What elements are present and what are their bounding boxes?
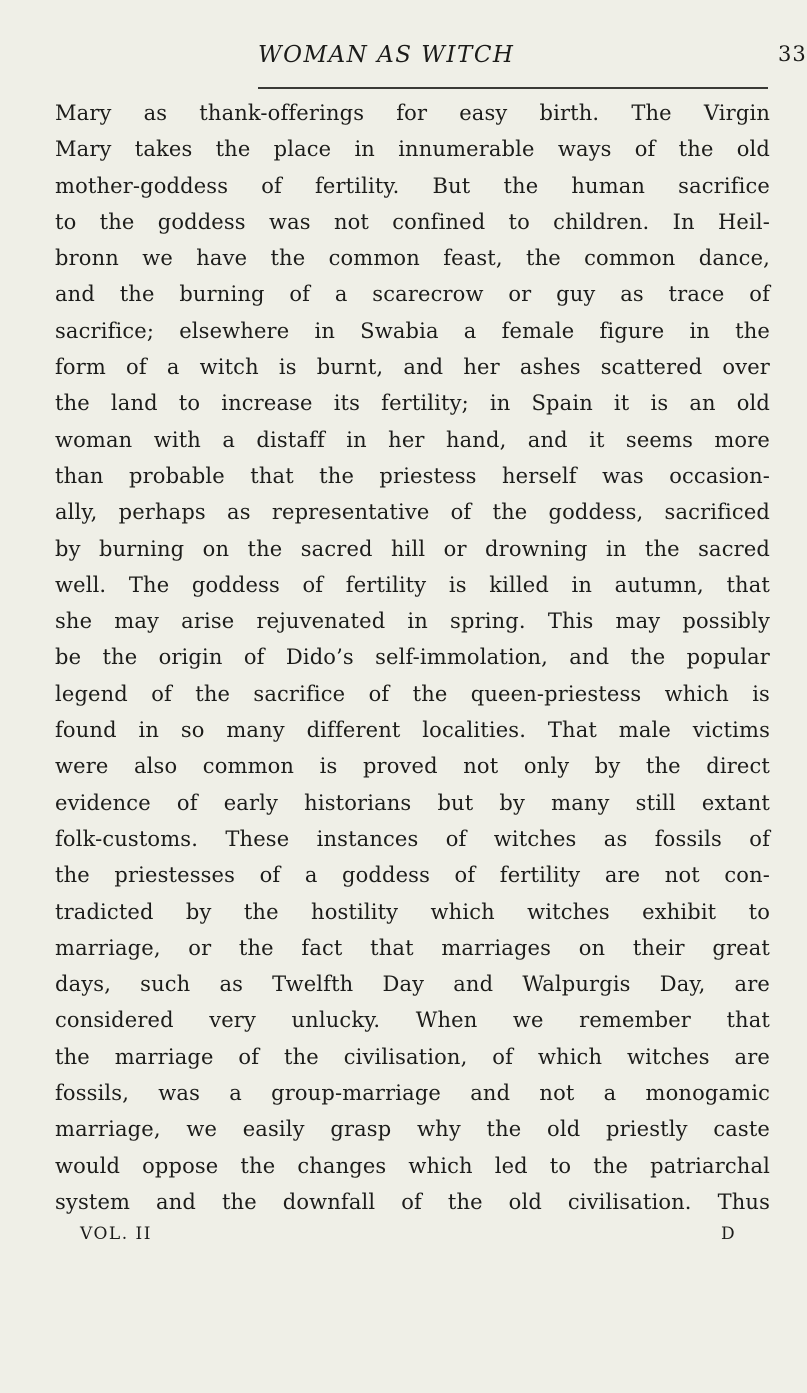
text-line: legend of the sacrifice of the queen-priestess which is xyxy=(55,681,770,706)
signature-mark: D xyxy=(721,1224,736,1244)
text-line: found in so many different localities. That male victims xyxy=(55,718,770,743)
signature-volume: VOL. II xyxy=(80,1224,152,1244)
text-line: Mary takes the place in innumerable ways of the old xyxy=(55,137,770,162)
text-line: than probable that the priestess herself was occasion- xyxy=(55,463,770,488)
text-line: and the burning of a scarecrow or guy as trace of xyxy=(55,282,770,307)
text-line: ally, perhaps as representative of the goddess, sacrificed xyxy=(55,500,770,525)
text-line: fossils, was a group-marriage and not a monogamic xyxy=(55,1081,770,1106)
text-line: marriage, or the fact that marriages on their great xyxy=(55,935,770,960)
text-line: considered very unlucky. When we remember that xyxy=(55,1008,770,1033)
text-line: system and the downfall of the old civilisation. Thus xyxy=(55,1189,770,1214)
text-line: mother-goddess of fertility. But the human sacrifice xyxy=(55,173,770,198)
text-line: bronn we have the common feast, the common dance, xyxy=(55,246,770,271)
header-rule xyxy=(258,87,768,89)
text-line: by burning on the sacred hill or drowning in the sacred xyxy=(55,536,770,561)
text-line: to the goddess was not confined to children. In Heil- xyxy=(55,209,770,234)
text-line: she may arise rejuvenated in spring. This may possibly xyxy=(55,609,770,634)
running-title: WOMAN AS WITCH xyxy=(258,42,515,68)
text-line: woman with a distaff in her hand, and it seems more xyxy=(55,427,770,452)
text-line: the marriage of the civilisation, of which witches are xyxy=(55,1044,770,1069)
running-head xyxy=(258,42,807,70)
body-text xyxy=(55,95,770,1220)
page-number: 33 xyxy=(778,42,807,66)
text-line: days, such as Twelfth Day and Walpurgis Day, are xyxy=(55,972,770,997)
text-line: well. The goddess of fertility is killed in autumn, that xyxy=(55,572,770,597)
text-line: sacrifice; elsewhere in Swabia a female figure in the xyxy=(55,318,770,343)
text-line: folk-customs. These instances of witches as fossils of xyxy=(55,826,770,851)
text-line: marriage, we easily grasp why the old priestly caste xyxy=(55,1117,770,1142)
text-line: the land to increase its fertility; in Spain it is an old xyxy=(55,391,770,416)
text-line: Mary as thank-offerings for easy birth. The Virgin xyxy=(55,101,770,125)
text-line: would oppose the changes which led to the patriarchal xyxy=(55,1153,770,1178)
text-line: evidence of early historians but by many still extant xyxy=(55,790,770,815)
text-line: were also common is proved not only by the direct xyxy=(55,754,770,779)
text-line: the priestesses of a goddess of fertility are not con- xyxy=(55,863,770,888)
text-line: tradicted by the hostility which witches exhibit to xyxy=(55,899,770,924)
text-line: be the origin of Dido’s self-immolation, and the popular xyxy=(55,645,770,670)
text-line: form of a witch is burnt, and her ashes scattered over xyxy=(55,355,770,380)
